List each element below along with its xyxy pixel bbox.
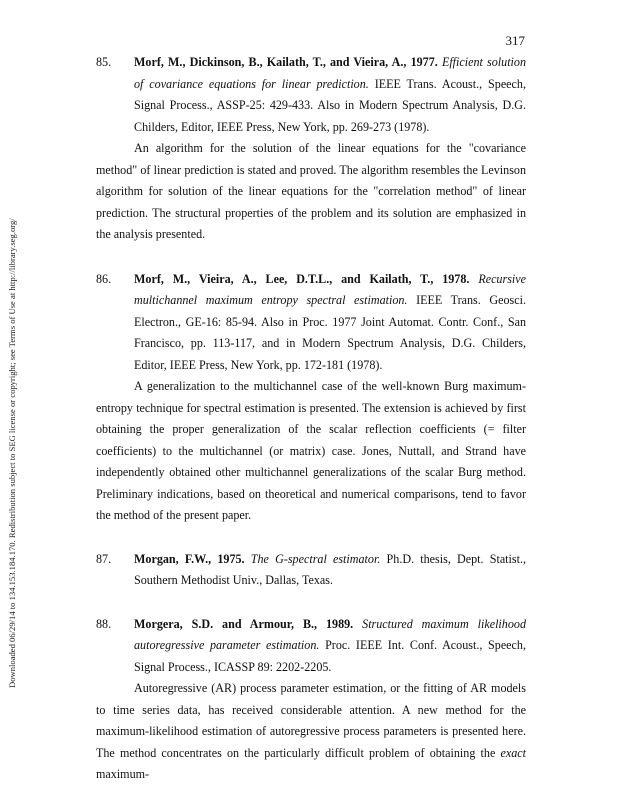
source: IEEE Trans. Geosci. Electron., GE-16: 85-94. Also in Proc. 1977 Joint Automat. Contr. Conf., San Francisco, pp. 113-117, and in Modern Spectrum Analysis, D.G. Childers, Editor, IEEE Press, New York, pp. 172-181 (1978). [134, 293, 526, 372]
reference-number: 85. [96, 55, 112, 69]
reference-list [96, 52, 526, 786]
authors: Morf, M., Dickinson, B., Kailath, T., and Vieira, A., 1977. [134, 55, 438, 69]
authors: Morgan, F.W., 1975. [134, 551, 245, 566]
article-title: Structured maximum likelihood autoregressive parameter estimation. [134, 616, 526, 652]
abstract [96, 678, 526, 786]
abstract: An algorithm for the solution of the linear equations for the "covariance method" of linear prediction is stated and proved. The algorithm resembles the Levinson algorithm for solution of the linear equations for the "correlation method" of linear prediction. The structural properties of the problem and its solution are emphasized in the analysis presented. [96, 141, 526, 241]
citation [96, 614, 526, 679]
citation [96, 269, 526, 377]
download-notice: Downloaded 06/29/14 to 134.153.184.170. Redistribution subject to SEG license or copyright; see Terms of Use at http://library.seg.org/ [7, 218, 17, 688]
abstract-emphasis: exact [500, 745, 526, 760]
reference-entry-87 [96, 549, 526, 592]
abstract: A generalization to the multichannel case of the well-known Burg maximum-entropy technique for spectral estimation is presented. The extension is achieved by first obtaining the proper generalization of the scalar reflection coefficients (= filter coefficients) to the multichannel (or matrix) case. Jones, Nuttall, and Strand have independently obtained other multichannel generalizations of the scalar Burg method. Preliminary indications, based on theoretical and numerical comparisons, tend to favor the method of the present paper. [96, 379, 526, 522]
reference-number: 87. [96, 551, 112, 566]
reference-entry-88 [96, 614, 526, 786]
source: Proc. IEEE Int. Conf. Acoust., Speech, Signal Process., ICASSP 89: 2202-2205. [134, 638, 526, 674]
article-title: Recursive multichannel maximum entropy spectral estimation. [134, 271, 526, 307]
reference-number: 88. [96, 616, 112, 631]
authors: Morf, M., Vieira, A., Lee, D.T.L., and Kailath, T., 1978. [134, 271, 470, 286]
reference-entry-86 [96, 269, 526, 527]
article-title: The G-spectral estimator. [250, 551, 381, 566]
article-title: Efficient solution of covariance equations for linear prediction. [134, 55, 527, 91]
reference-number: 86. [96, 271, 112, 286]
authors: Morgera, S.D. and Armour, B., 1989. [134, 616, 354, 631]
source: IEEE Trans. Acoust., Speech, Signal Process., ASSP-25: 429-433. Also in Modern Spectrum Analysis, D.G. Childers, Editor, IEEE Press, New York, pp. 269-273 (1978). [134, 76, 526, 134]
abstract-text-end: maximum- [96, 767, 150, 781]
citation [96, 52, 526, 138]
citation [96, 549, 526, 592]
page-number: 317 [505, 33, 525, 48]
reference-entry-85 [96, 52, 526, 246]
source: Ph.D. thesis, Dept. Statist., Southern Methodist Univ., Dallas, Texas. [134, 551, 527, 587]
abstract-text: Autoregressive (AR) process parameter estimation, or the fitting of AR models to time series data, has received considerable attention. A new method for the maximum-likelihood estimation of autoregressive process parameters is presented here. The method concentrates on the particularly difficult problem of obtaining the [96, 681, 526, 760]
